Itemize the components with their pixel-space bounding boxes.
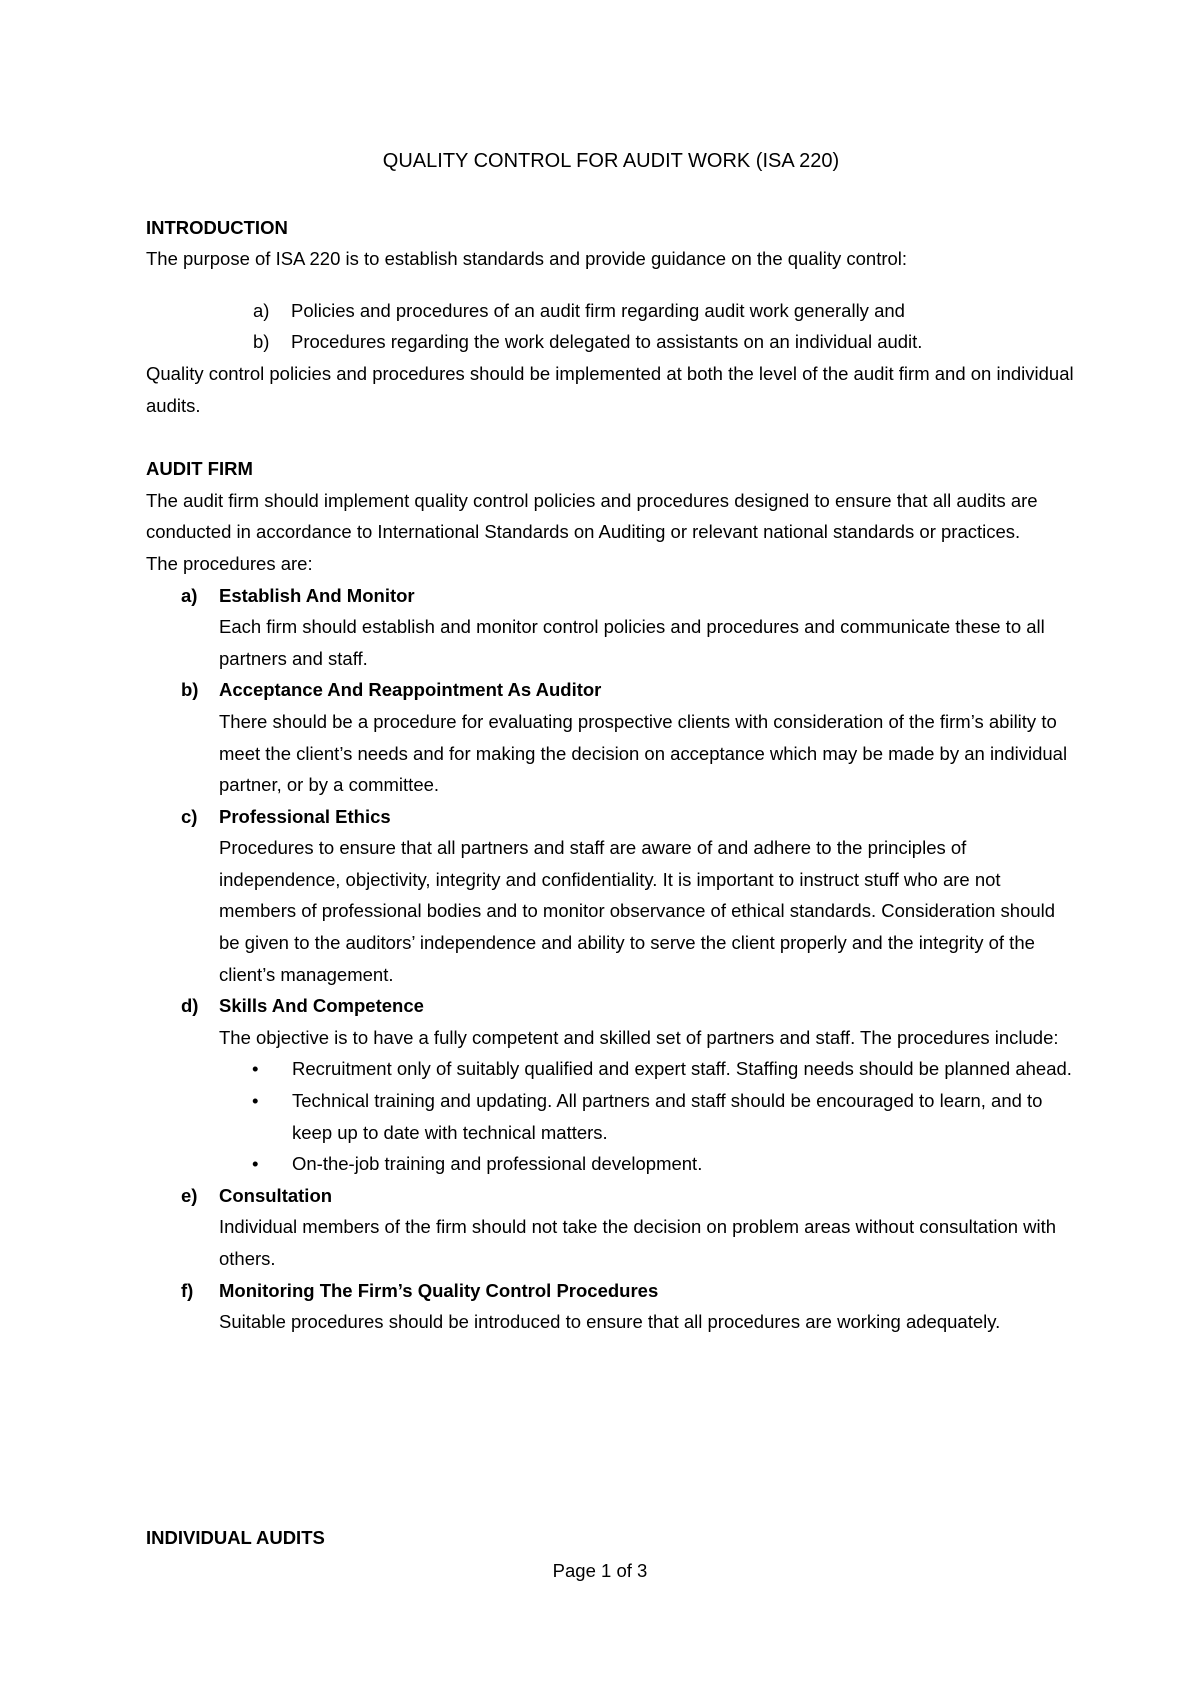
list-item — [146, 295, 1076, 327]
procedure-title: Skills And Competence — [219, 995, 424, 1017]
list-marker: a) — [253, 299, 270, 321]
procedure-marker: a) — [181, 584, 198, 606]
list-item — [146, 326, 1076, 358]
procedure-marker: c) — [181, 805, 198, 827]
procedure-marker: b) — [181, 679, 199, 701]
list-item-text: Procedures regarding the work delegated to assistants on an individual audit. — [291, 331, 923, 353]
individual-audits-heading: INDIVIDUAL AUDITS — [146, 1527, 325, 1548]
bullet-text: Technical training and updating. All partners and staff should be encouraged to learn, and to keep up to date with technical matters. — [292, 1090, 1043, 1143]
audit-firm-lead: The audit firm should implement quality control policies and procedures designed to ensure that all audits are conducted in accordance to International Standards on Auditing or relevant national standards or practices. — [146, 489, 1038, 543]
audit-firm-heading: AUDIT FIRM — [146, 458, 253, 480]
skills-bullet-list — [219, 1053, 1076, 1179]
procedure-title: Monitoring The Firm’s Quality Control Procedures — [219, 1279, 659, 1301]
bullet-text: Recruitment only of suitably qualified and expert staff. Staffing needs should be planned ahead. — [292, 1058, 1072, 1080]
introduction-closing: Quality control policies and procedures should be implemented at both the level of the audit firm and on individual audits. — [146, 362, 1074, 416]
procedure-item-acceptance — [146, 674, 1076, 800]
introduction-list — [146, 295, 1076, 358]
bullet-icon: • — [252, 1090, 259, 1112]
introduction-section — [146, 212, 1076, 422]
procedure-body: Procedures to ensure that all partners and staff are aware of and adhere to the principles of independence, objectivity, integrity and confidentiality. It is important to instruct stuff who are not members of professional bodies and to monitor observance of ethical standards. Consideration should be given to the auditors’ independence and ability to serve the client properly and the integrity of the client’s management. — [219, 837, 1056, 985]
bullet-item — [219, 1148, 1076, 1180]
list-marker: b) — [253, 331, 270, 353]
procedure-title: Establish And Monitor — [219, 584, 415, 606]
procedure-body: Each firm should establish and monitor control policies and procedures and communicate these to all partners and staff. — [219, 616, 1045, 669]
procedure-title: Acceptance And Reappointment As Auditor — [219, 679, 602, 701]
procedure-body: Individual members of the firm should not take the decision on problem areas without consultation with others. — [219, 1216, 1057, 1269]
procedure-item-ethics — [146, 801, 1076, 991]
procedure-marker: d) — [181, 995, 199, 1017]
procedures-list — [146, 580, 1076, 1338]
procedure-body: The objective is to have a fully competent and skilled set of partners and staff. The procedures include: — [219, 1026, 1059, 1048]
procedure-item-skills — [146, 990, 1076, 1180]
list-item-text: Policies and procedures of an audit firm regarding audit work generally and — [291, 299, 905, 321]
bullet-item — [219, 1085, 1076, 1148]
introduction-lead: The purpose of ISA 220 is to establish standards and provide guidance on the quality control: — [146, 248, 908, 270]
procedure-body: Suitable procedures should be introduced to ensure that all procedures are working adequately. — [219, 1311, 1001, 1333]
procedure-marker: e) — [181, 1184, 198, 1206]
procedure-item-establish — [146, 580, 1076, 675]
bullet-item — [219, 1053, 1076, 1085]
procedure-title: Consultation — [219, 1184, 333, 1206]
procedure-body: There should be a procedure for evaluating prospective clients with consideration of the firm’s ability to meet the client’s needs and for making the decision on acceptance which may be made by an individual partner, or by a committee. — [219, 710, 1068, 796]
bullet-icon: • — [252, 1153, 259, 1175]
procedure-item-monitoring — [146, 1275, 1076, 1338]
audit-firm-section — [146, 453, 1076, 1338]
procedure-title: Professional Ethics — [219, 805, 391, 827]
document-title: QUALITY CONTROL FOR AUDIT WORK (ISA 220) — [382, 150, 840, 172]
bullet-icon: • — [252, 1058, 259, 1080]
procedures-intro: The procedures are: — [146, 552, 313, 574]
introduction-heading: INTRODUCTION — [146, 216, 288, 238]
procedure-item-consultation — [146, 1180, 1076, 1275]
document-body — [146, 146, 1076, 1338]
bullet-text: On-the-job training and professional development. — [292, 1153, 703, 1175]
procedure-marker: f) — [181, 1279, 194, 1301]
page-number: Page 1 of 3 — [552, 1560, 648, 1581]
